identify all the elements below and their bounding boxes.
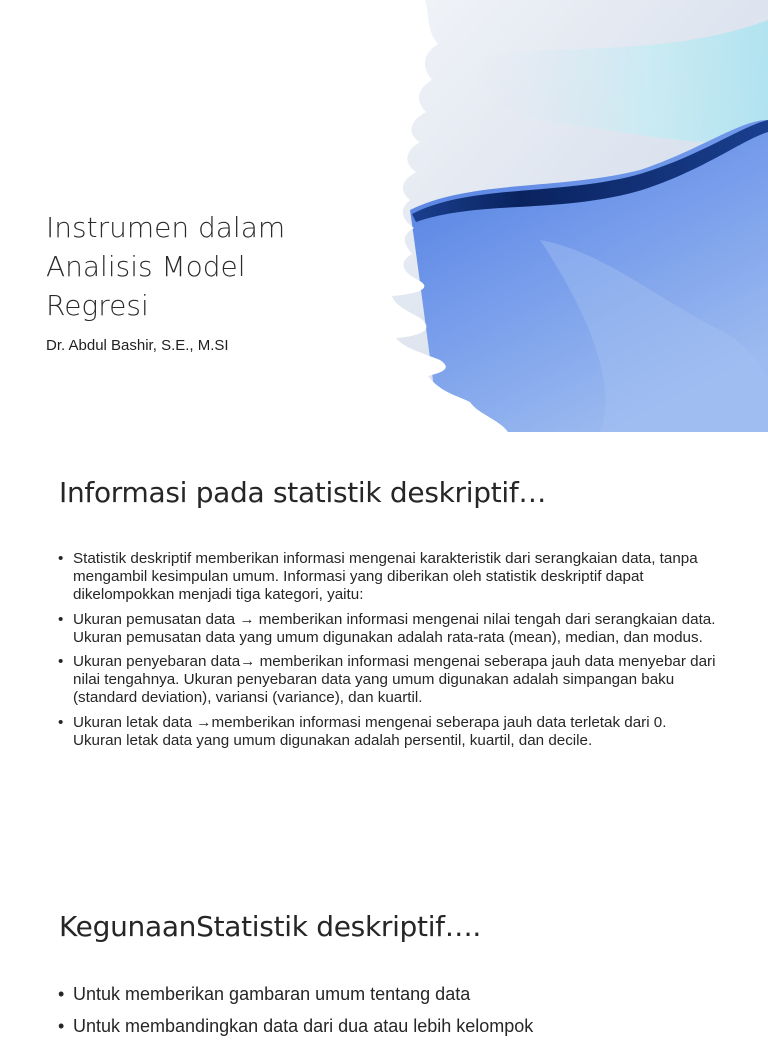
title-line-2: Analisis Model [46, 250, 246, 283]
slide3-bullet-list [58, 982, 738, 1046]
presentation-title [46, 208, 386, 325]
bullet-item: • Statistik deskriptif memberikan informasi mengenai karakteristik dari serangkaian data, tanpa mengambil kesimpulan umum. Informasi yang diberikan oleh statistik deskriptif dapat dikelompokkan menjadi tiga kategori, yaitu: [58, 550, 718, 605]
bullet-item: • Untuk memberikan gambaran umum tentang data [58, 982, 738, 1006]
slide-descriptive-uses [0, 864, 768, 1036]
slide3-title: KegunaanStatistik deskriptif…. [59, 910, 482, 943]
bullet-item: • Untuk membandingkan data dari dua atau lebih kelompok [58, 1014, 738, 1038]
slide2-title: Informasi pada statistik deskriptif… [59, 476, 547, 509]
title-line-1: Instrumen dalam [46, 211, 286, 244]
bullet-item: • Ukuran penyebaran data→ memberikan informasi mengenai seberapa jauh data menyebar dari nilai tengahnya. Ukuran penyebaran data yang umum digunakan adalah simpangan baku (standard deviation), variansi (variance), dan kuartil. [58, 653, 718, 708]
title-block [46, 208, 386, 354]
slide2-bullet-list [58, 550, 718, 756]
bullet-item: • Ukuran letak data →memberikan informasi mengenai seberapa jauh data terletak dari 0. Ukuran letak data yang umum digunakan adalah persentil, kuartil, dan decile. [58, 714, 718, 750]
title-slide [0, 0, 768, 432]
author-name: Dr. Abdul Bashir, S.E., M.SI [46, 337, 229, 354]
slide-descriptive-info [0, 432, 768, 864]
title-line-3: Regresi [46, 289, 149, 322]
bullet-item: • Ukuran pemusatan data → memberikan informasi mengenai nilai tengah dari serangkaian data. Ukuran pemusatan data yang umum digunakan adalah rata-rata (mean), median, dan modus. [58, 611, 718, 647]
